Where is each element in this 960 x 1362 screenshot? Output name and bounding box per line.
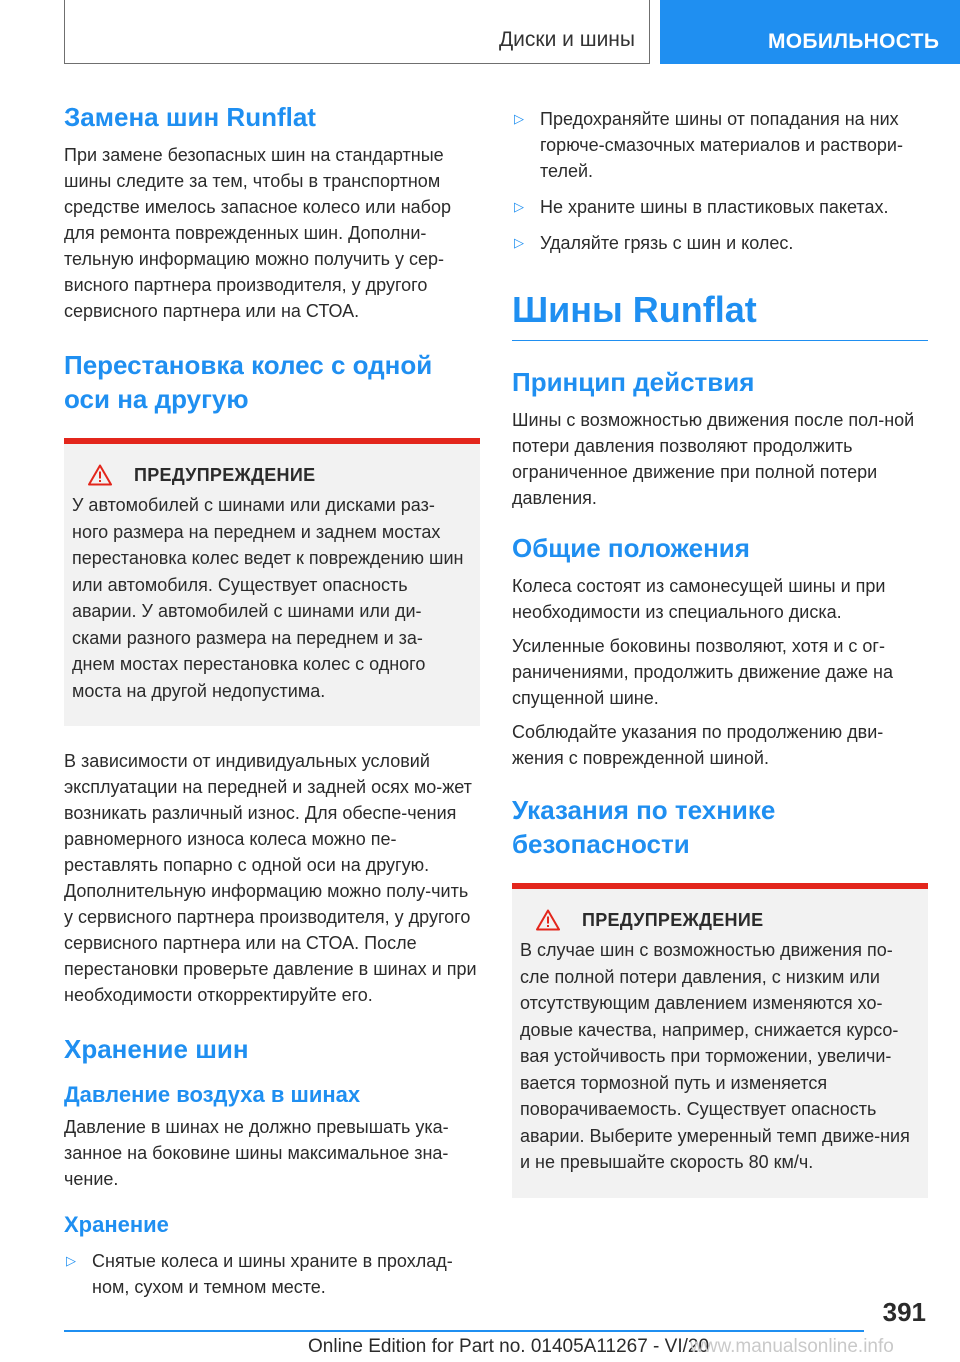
watermark: www.manualsonline.info (690, 1336, 894, 1357)
header-frame (64, 0, 650, 64)
paragraph-general-3: Соблюдайте указания по продолжению дви-жения с поврежденной шиной. (512, 722, 884, 768)
list-item (512, 106, 928, 184)
heading-wheel-rotation: Перестановка колес с одной оси на другую (64, 350, 433, 414)
warning-box-rotation (64, 438, 480, 726)
paragraph-tire-pressure: Давление в шинах не должно превышать ука-занное на боковине шины максимальное зна-чение. (64, 1117, 449, 1189)
page-number: 391 (882, 1297, 926, 1327)
header-section-title: Диски и шины (498, 28, 635, 51)
triangle-bullet-icon: ▷ (514, 111, 524, 126)
paragraph-general-2: Усиленные боковины позволяют, хотя и с ог-раничениями, продолжить движение даже на спущенной шине. (512, 636, 893, 708)
warning-text: У автомобилей с шинами или дисками раз-ного размера на переднем и заднем мостах перестановка колес ведет к повреждению шин или автомобиля. Существует опасность аварии. У автомобилей с шинами или ди-сками разного размера на переднем и за-днем мостах перестановка колес с одного моста на другой недопустима. (72, 495, 464, 701)
list-item-text: Предохраняйте шины от попадания на них горюче-смазочных материалов и раствори-телей. (540, 109, 903, 181)
paragraph-wheel-rotation: В зависимости от индивидуальных условий эксплуатации на передней и задней осях мо-жет возникать различный износ. Для обеспе-чения равномерного износа колеса можно пе-реставлять попарно с одной оси на другую. Дополнительную информацию можно полу-чить у сервисного партнера производителя, у другого сервисного партнера или на СТОА. После перестановки проверьте давление в шинах и при необходимости откорректируйте его. (64, 751, 477, 1005)
list-item (512, 194, 928, 220)
warning-triangle-icon (536, 909, 560, 931)
warning-triangle-icon (88, 464, 112, 486)
heading-operating-principle: Принцип действия (512, 367, 755, 397)
list-item-text: Удаляйте грязь с шин и колес. (540, 233, 794, 253)
heading-runflat-replacement: Замена шин Runflat (64, 102, 316, 132)
triangle-bullet-icon: ▷ (66, 1253, 76, 1268)
storage-bullet-list (64, 1248, 480, 1300)
warning-text: В случае шин с возможностью движения по-сле полной потери давления, с низким или отсутствующим давлением изменяются хо-довые качества, например, снижается курсо-вая устойчивость при торможении, увеличи-вается тормозной путь и изменяется поворачиваемость. Существует опасность аварии. Выберите умеренный темп движе-ния и не превышайте скорость 80 км/ч. (520, 940, 910, 1172)
paragraph-runflat-replacement: При замене безопасных шин на стандартные шины следите за тем, чтобы в транспортном средстве имелось запасное колесо или набор для ремонта поврежденных шин. Дополни-тельную информацию можно получить у сер-висного партнера производителя, у другого сервисного партнера или на СТОА. (64, 145, 451, 321)
heading-runflat-tires: Шины Runflat (512, 286, 928, 341)
warning-box-runflat (512, 883, 928, 1198)
heading-tire-pressure: Давление воздуха в шинах (64, 1082, 361, 1107)
paragraph-operating-principle: Шины с возможностью движения после пол-ной потери давления позволяют продолжить ограниченное движение при полной потери давления. (512, 410, 915, 508)
footer-edition: Online Edition for Part no. 01405A11267 - VI/20 (308, 1336, 710, 1357)
footer-divider (64, 1330, 864, 1332)
warning-title: ПРЕДУПРЕЖДЕНИЕ (582, 909, 764, 930)
heading-general: Общие положения (512, 533, 750, 563)
warning-title: ПРЕДУПРЕЖДЕНИЕ (134, 464, 316, 485)
triangle-bullet-icon: ▷ (514, 199, 524, 214)
left-column (64, 100, 480, 1310)
header-chapter-tab: МОБИЛЬНОСТЬ (660, 0, 960, 64)
heading-tire-storage: Хранение шин (64, 1034, 249, 1064)
heading-storing: Хранение (64, 1212, 169, 1237)
triangle-bullet-icon: ▷ (514, 235, 524, 250)
list-item-text: Не храните шины в пластиковых пакетах. (540, 197, 889, 217)
paragraph-general-1: Колеса состоят из самонесущей шины и при необходимости из специального диска. (512, 576, 886, 622)
list-item (64, 1248, 480, 1300)
list-item-text: Снятые колеса и шины храните в прохлад-ном, сухом и темном месте. (92, 1251, 453, 1297)
list-item (512, 230, 928, 256)
heading-safety-notes: Указания по технике безопасности (512, 795, 776, 859)
storage-bullet-list-continued (512, 106, 928, 256)
right-column (512, 106, 928, 1198)
